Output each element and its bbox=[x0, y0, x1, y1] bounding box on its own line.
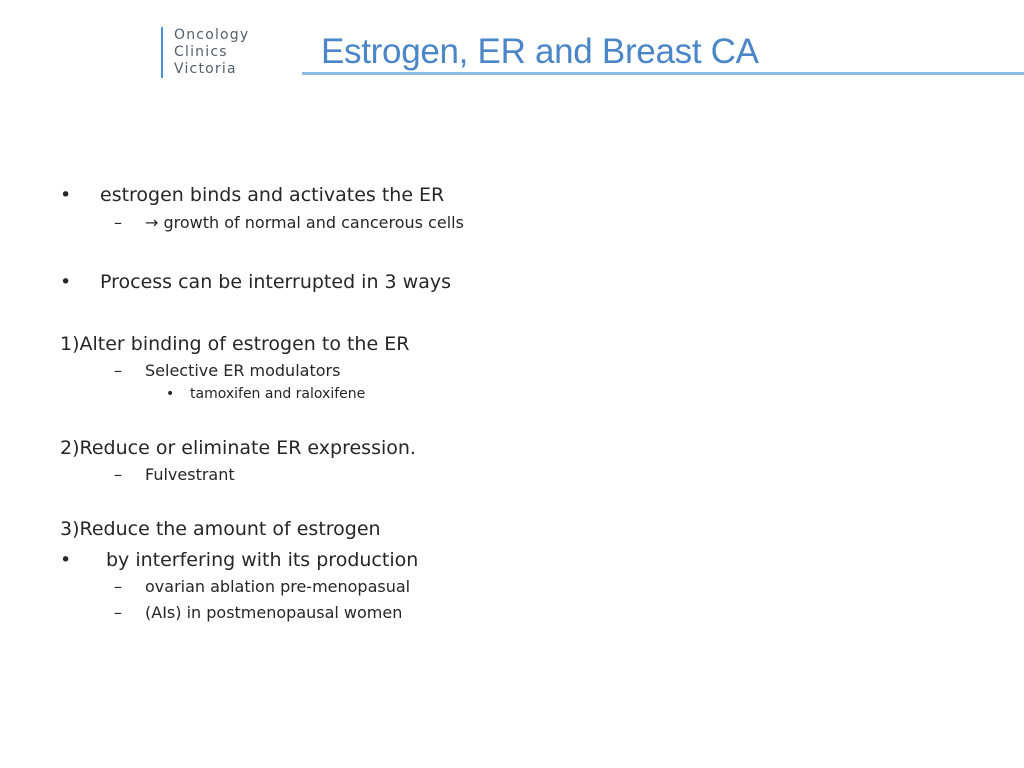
numbered-item: 3)Reduce the amount of estrogen bbox=[60, 518, 381, 540]
logo-line-2: Clinics bbox=[174, 44, 228, 60]
dash-marker: – bbox=[114, 577, 122, 596]
dash-marker: – bbox=[114, 465, 122, 484]
bullet-text: estrogen binds and activates the ER bbox=[100, 184, 445, 206]
bullet-text: Process can be interrupted in 3 ways bbox=[100, 271, 451, 293]
slide-title: Estrogen, ER and Breast CA bbox=[321, 32, 759, 71]
sub-bullet-text: ovarian ablation pre-menopasual bbox=[145, 577, 411, 596]
dash-marker: – bbox=[114, 213, 122, 232]
sub-bullet-text: Fulvestrant bbox=[145, 465, 235, 484]
bullet-marker: • bbox=[166, 386, 175, 402]
bullet-marker: • bbox=[60, 184, 72, 206]
dash-marker: – bbox=[114, 603, 122, 622]
dash-marker: – bbox=[114, 361, 122, 380]
numbered-item: 2)Reduce or eliminate ER expression. bbox=[60, 437, 416, 459]
numbered-item: 1)Alter binding of estrogen to the ER bbox=[60, 333, 410, 355]
logo-line-3: Victoria bbox=[174, 61, 237, 77]
sub-bullet-text: → growth of normal and cancerous cells bbox=[145, 213, 464, 232]
bullet-marker: • bbox=[60, 271, 72, 293]
bullet-text: by interfering with its production bbox=[106, 549, 419, 571]
logo-line-1: Oncology bbox=[174, 27, 250, 43]
sub-bullet-text: (AIs) in postmenopausal women bbox=[145, 603, 403, 622]
sub-bullet-text: Selective ER modulators bbox=[145, 361, 341, 380]
sub-sub-bullet-text: tamoxifen and raloxifene bbox=[190, 386, 366, 402]
bullet-marker: • bbox=[60, 549, 72, 571]
